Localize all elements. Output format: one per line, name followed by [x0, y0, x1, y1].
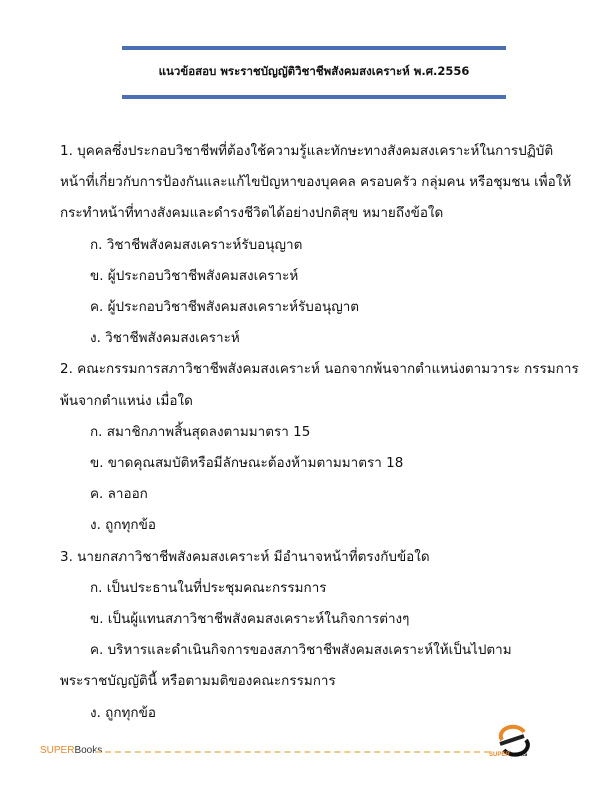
top-rule — [122, 46, 506, 50]
title-prefix: แนวข้อสอบ — [158, 64, 217, 78]
brand-books: Books — [74, 745, 103, 756]
option: ก. เป็นประธานในที่ประชุมคณะกรรมการ — [90, 579, 327, 596]
option: ก. สมาชิกภาพสิ้นสุดลงตามมาตรา 15 — [90, 423, 311, 440]
title-text: พระราชบัญญัติวิชาชีพสังคมสงเคราะห์ พ.ศ.2556 — [216, 64, 470, 78]
question-line: 1. บุคคลซึ่งประกอบวิชาชีพที่ต้องใช้ความรู้และทักษะทางสังคมสงเคราะห์ในการปฏิบัติ — [60, 143, 554, 159]
bottom-rule — [122, 95, 506, 99]
question-line: พ้นจากตำแหน่ง เมื่อใด — [60, 392, 193, 409]
questions — [60, 136, 580, 729]
question-line: 2. คณะกรรมการสภาวิชาชีพสังคมสงเคราะห์ นอกจากพ้นจากตำแหน่งตามวาระ กรรมการ — [60, 361, 579, 378]
option: ง. ถูกทุกข้อ — [90, 517, 156, 534]
brand-super: SUPER — [40, 745, 75, 756]
option: ข. ผู้ประกอบวิชาชีพสังคมสงเคราะห์ — [90, 267, 299, 284]
option: ค. ลาออก — [90, 486, 148, 503]
footer-brand — [40, 745, 102, 756]
question-line: หน้าที่เกี่ยวกับการป้องกันและแก้ไขปัญหาของบุคคล ครอบครัว กลุ่มคน หรือชุมชน เพื่อให้ — [60, 174, 572, 191]
footer-dashed-rule — [95, 751, 490, 753]
option: ง. ถูกทุกข้อ — [90, 704, 156, 721]
option: ค. ผู้ประกอบวิชาชีพสังคมสงเคราะห์รับอนุญาต — [90, 299, 360, 316]
option: ง. วิชาชีพสังคมสงเคราะห์ — [90, 330, 240, 347]
option: ข. ขาดคุณสมบัติหรือมีลักษณะต้องห้ามตามมาตรา 18 — [90, 455, 404, 472]
logo-text — [489, 752, 527, 758]
question-line: กระทำหน้าที่ทางสังคมและดำรงชีวิตได้อย่างปกติสุข หมายถึงข้อใด — [60, 205, 444, 222]
logo-text-books: books — [509, 752, 528, 758]
option: ก. วิชาชีพสังคมสงเคราะห์รับอนุญาต — [90, 236, 303, 253]
question-line: 3. นายกสภาวิชาชีพสังคมสงเคราะห์ มีอำนาจหน้าที่ตรงกับข้อใด — [60, 548, 430, 565]
option: ค. บริหารและดำเนินกิจการของสภาวิชาชีพสังคมสงเคราะห์ให้เป็นไปตาม — [90, 642, 512, 659]
option: ข. เป็นผู้แทนสภาวิชาชีพสังคมสงเคราะห์ในกิจการต่างๆ — [90, 611, 410, 628]
page-title — [122, 63, 506, 81]
option-continuation: พระราชบัญญัตินี้ หรือตามมติของคณะกรรมการ — [60, 673, 336, 690]
logo-text-super: SUPER — [489, 752, 510, 758]
